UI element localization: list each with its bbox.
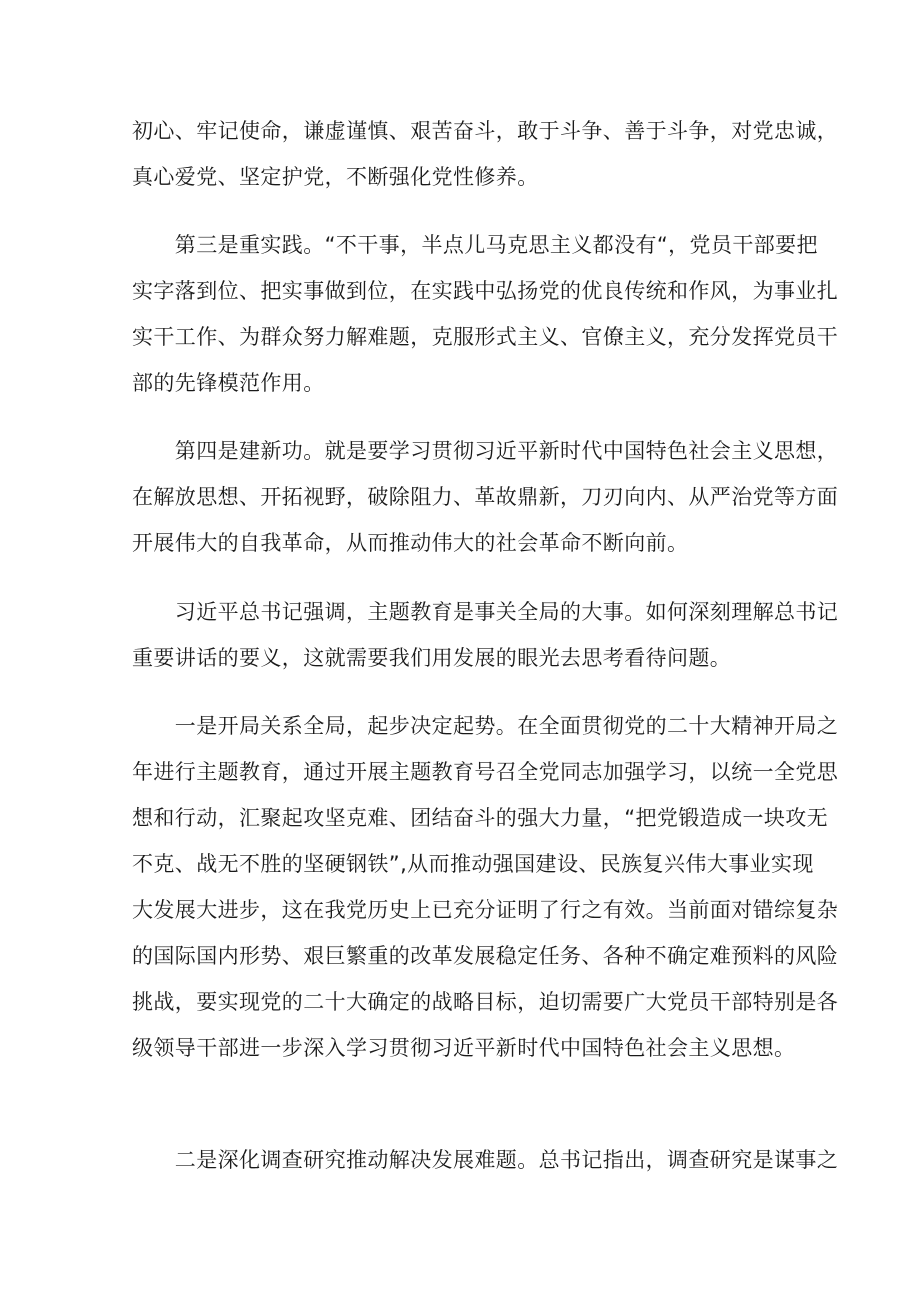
text-line: 不克、战无不胜的坚硬钢铁”,从而推动强国建设、民族复兴伟大事业实现 [132, 852, 814, 876]
text-line: 第三是重实践。“不干事，半点儿马克思主义都没有“，党员干部要把 [132, 233, 818, 257]
paragraph-2 [132, 222, 839, 406]
text-line: 想和行动，汇聚起攻坚克难、团结奋斗的强大力量，“把党锻造成一块攻无 [132, 806, 829, 830]
text-line: 部的先锋模范作用。 [132, 371, 325, 395]
paragraph-5 [132, 703, 839, 1071]
text-line: 二是深化调查研究推动解决发展难题。总书记指出，调查研究是谋事之 [132, 1148, 839, 1172]
text-line: 真心爱党、坚定护党，不断强化党性修养。 [132, 165, 539, 189]
paragraph-1 [132, 108, 839, 200]
text-line: 挑战，要实现党的二十大确定的战略目标，迫切需要广大党员干部特别是各 [132, 990, 839, 1014]
text-line: 大发展大进步，这在我党历史上已充分证明了行之有效。当前面对错综复杂 [132, 898, 839, 922]
text-line: 第四是建新功。就是要学习贯彻习近平新时代中国特色社会主义思想， [132, 439, 839, 463]
text-line: 实字落到位、把实事做到位，在实践中弘扬党的优良传统和作风，为事业扎 [132, 279, 839, 303]
text-line: 的国际国内形势、艰巨繁重的改革发展稳定任务、各种不确定难预料的风险 [132, 944, 839, 968]
text-line: 习近平总书记强调，主题教育是事关全局的大事。如何深刻理解总书记 [132, 600, 839, 624]
text-line: 年进行主题教育，通过开展主题教育号召全党同志加强学习，以统一全党思 [132, 760, 839, 784]
text-line: 重要讲话的要义，这就需要我们用发展的眼光去思考看待问题。 [132, 646, 732, 670]
text-line: 实干工作、为群众努力解难题，克服形式主义、官僚主义，充分发挥党员干 [132, 325, 839, 349]
paragraph-3 [132, 428, 839, 566]
text-line: 初心、牢记使命，谦虚谨慎、艰苦奋斗，敢于斗争、善于斗争，对党忠诚， [132, 119, 839, 143]
text-line: 在解放思想、开拓视野，破除阻力、革故鼎新，刀刃向内、从严治党等方面 [132, 485, 839, 509]
text-line: 开展伟大的自我革命，从而推动伟大的社会革命不断向前。 [132, 531, 689, 555]
text-line: 级领导干部进一步深入学习贯彻习近平新时代中国特色社会主义思想。 [132, 1036, 796, 1060]
paragraph-6 [132, 1137, 839, 1183]
text-line: 一是开局关系全局，起步决定起势。在全面贯彻党的二十大精神开局之 [132, 714, 839, 738]
paragraph-4 [132, 589, 839, 681]
